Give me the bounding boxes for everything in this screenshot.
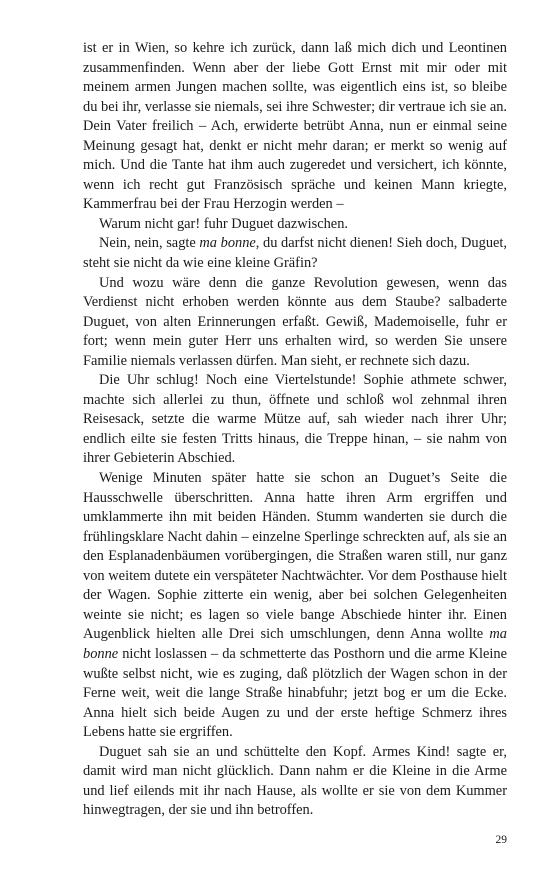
paragraph: [83, 743, 507, 821]
italic-text: ma bonne: [199, 235, 256, 252]
text-segment: Und wozu wäre denn die ganze Revolution gewesen, wenn das Verdienst nicht erhoben werden könnte aus dem Staube? salbaderte Duguet, von alten Erinnerungen erfaßt. Gewiß, Mademoiselle, fuhr er fort; wenn mein guter Herr uns erhalten wird, so werden Sie unsere Familie niemals verlassen dürfen. Man sieht, er rechnete sich dazu.: [83, 274, 507, 369]
paragraph: [83, 274, 507, 372]
text-segment: Wenige Minuten später hatte sie schon an Duguet’s Seite die Hausschwelle überschritten. Anna hatte ihren Arm ergriffen und umklammerte ihn mit beiden Händen. Stumm wanderten sie durch die frühlingsklare Nacht dahin – einzelne Sperlinge schreckten auf, als sie an den Esplanadenbäumen vorübergingen, die Straßen waren still, nur ganz von weitem dutete ein verspäteter Nachtwächter. Vor dem Posthause hielt der Wagen. Sophie zitterte ein wenig, aber bei solchen Gelegenheiten weinte sie nicht; es lagen so viele bange Abschiede hinter ihr. Einen Augenblick hielten alle Drei sich umschlungen, denn Anna wollte: [83, 470, 507, 643]
text-segment: Duguet sah sie an und schüttelte den Kopf. Armes Kind! sagte er, damit wird man nicht glücklich. Dann nahm er die Kleine in die Arme und lief eilends mit ihr nach Hause, als wollte er sie von dem Kummer hinwegtragen, der sie und ihn betroffen.: [83, 743, 507, 819]
text-segment: ist er in Wien, so kehre ich zurück, dann laß mich dich und Leontinen zusammenfinden. Wenn aber der liebe Gott Ernst mit mir oder mit meinem armen Jungen machen sollte, was eigentlich eins ist, so bleibe du bei ihr, verlasse sie niemals, sei ihre Schwester; dir vertraue ich sie an. Dein Vater freilich – Ach, erwiderte betrübt Anna, nun er einmal seine Meinung gesagt hat, denkt er nicht mehr daran; er merkt so wenig auf mich. Und die Tante hat ihm auch zugeredet und versichert, ich könnte, wenn ich recht gut Französisch spräche und keinen Mann kriegte, Kammerfrau bei der Frau Herzogin werden –: [83, 40, 507, 213]
text-segment: nicht loslassen – da schmetterte das Posthorn und die arme Kleine wußte selbst nicht, wie es zuging, daß plötzlich der Wagen schon in der Ferne weit, weit die lange Straße hinabfuhr; jetzt bog er um die Ecke. Anna hielt sich beide Augen zu und der erste heftige Schmerz ihres Lebens hatte sie ergriffen.: [83, 645, 507, 741]
italic-text: ma bonne: [83, 626, 507, 662]
text-segment: Nein, nein, sagte: [99, 235, 200, 252]
paragraph: [83, 215, 507, 235]
paragraph: [83, 234, 507, 273]
page-number: 29: [495, 834, 507, 846]
paragraph: [83, 371, 507, 469]
text-segment: , du darfst nicht dienen! Sieh doch, Duguet, steht sie nicht da wie eine kleine Gräfin?: [83, 235, 507, 272]
text-segment: Warum nicht gar! fuhr Duguet dazwischen.: [99, 215, 348, 232]
body-text: [83, 39, 507, 821]
paragraph: [83, 39, 507, 215]
paragraph: [83, 469, 507, 743]
text-segment: Die Uhr schlug! Noch eine Viertelstunde! Sophie athmete schwer, machte sich allerlei zu thun, öffnete und schloß wol zehnmal ihren Reisesack, setzte die warme Mütze auf, sah wieder nach ihrer Uhr; endlich eilte sie festen Tritts hinaus, die Treppe hinan, – sie nahm von ihrer Gebieterin Abschied.: [83, 372, 507, 467]
